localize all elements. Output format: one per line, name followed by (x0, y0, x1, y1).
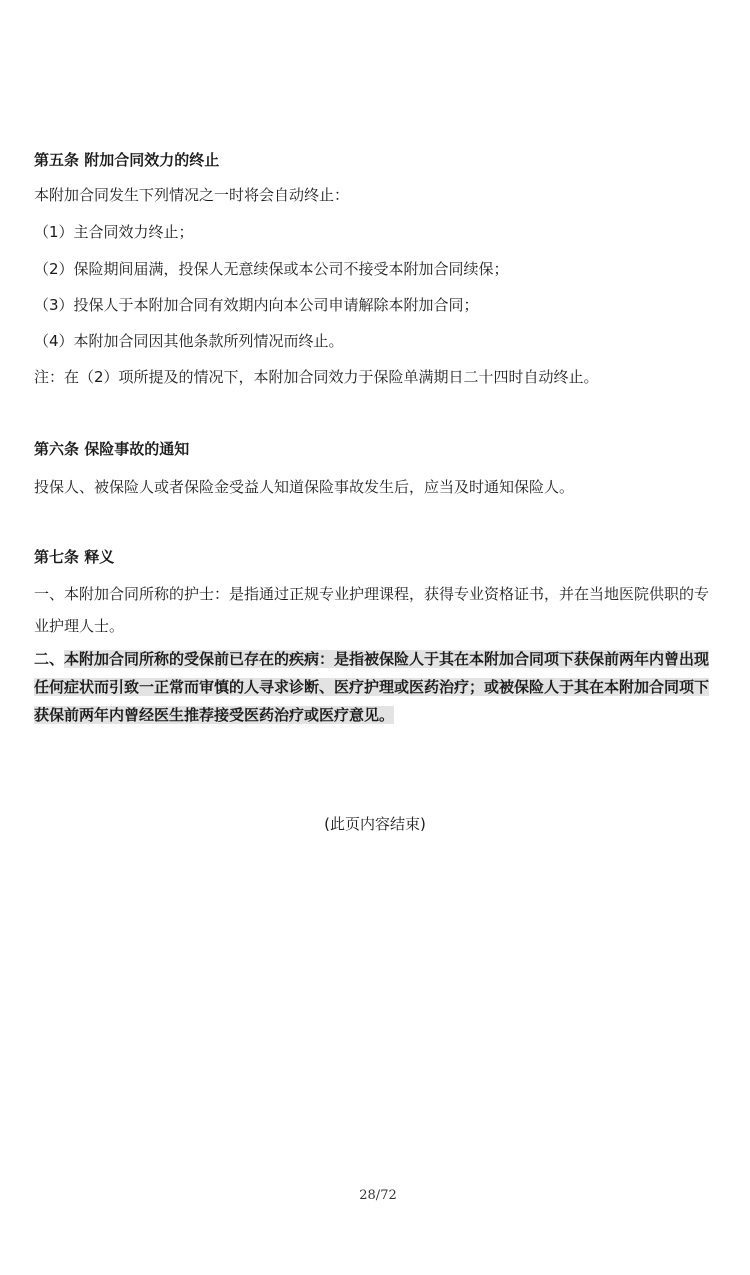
article-7-definition-2 (34, 645, 722, 729)
definition-2-number: 二、 (34, 650, 65, 668)
article-5-item-2: （2）保险期间届满，投保人无意续保或本公司不接受本附加合同续保； (34, 260, 509, 278)
article-5-intro: 本附加合同发生下列情况之一时将会自动终止： (34, 186, 350, 204)
definition-2-highlighted-text: 本附加合同所称的受保前已存在的疾病：是指被保险人于其在本附加合同项下获保前两年内曾出现任何症状而引致一正常而审慎的人寻求诊断、医疗护理或医药治疗；或被保险人于其在本附加合同项下获保前两年内曾经医生推荐接受医药治疗或医疗意见。 (34, 650, 710, 724)
article-6-text: 投保人、被保险人或者保险金受益人知道保险事故发生后，应当及时通知保险人。 (34, 478, 575, 496)
article-7-title: 第七条 释义 (34, 548, 115, 566)
page-number: 28/72 (359, 1188, 397, 1203)
article-5-item-1: （1）主合同效力终止； (34, 223, 194, 241)
article-5-title: 第五条 附加合同效力的终止 (34, 151, 220, 169)
article-6-title: 第六条 保险事故的通知 (34, 440, 190, 458)
article-5-item-3: （3）投保人于本附加合同有效期内向本公司申请解除本附加合同； (34, 296, 479, 314)
article-5-note: 注：在（2）项所提及的情况下，本附加合同效力于保险单满期日二十四时自动终止。 (34, 368, 599, 386)
article-5-item-4: （4）本附加合同因其他条款所列情况而终止。 (34, 332, 344, 350)
article-7-definition-1: 一、本附加合同所称的护士：是指通过正规专业护理课程，获得专业资格证书，并在当地医院供职的专业护理人士。 (34, 585, 710, 635)
end-of-page-note: (此页内容结束) (324, 815, 426, 833)
